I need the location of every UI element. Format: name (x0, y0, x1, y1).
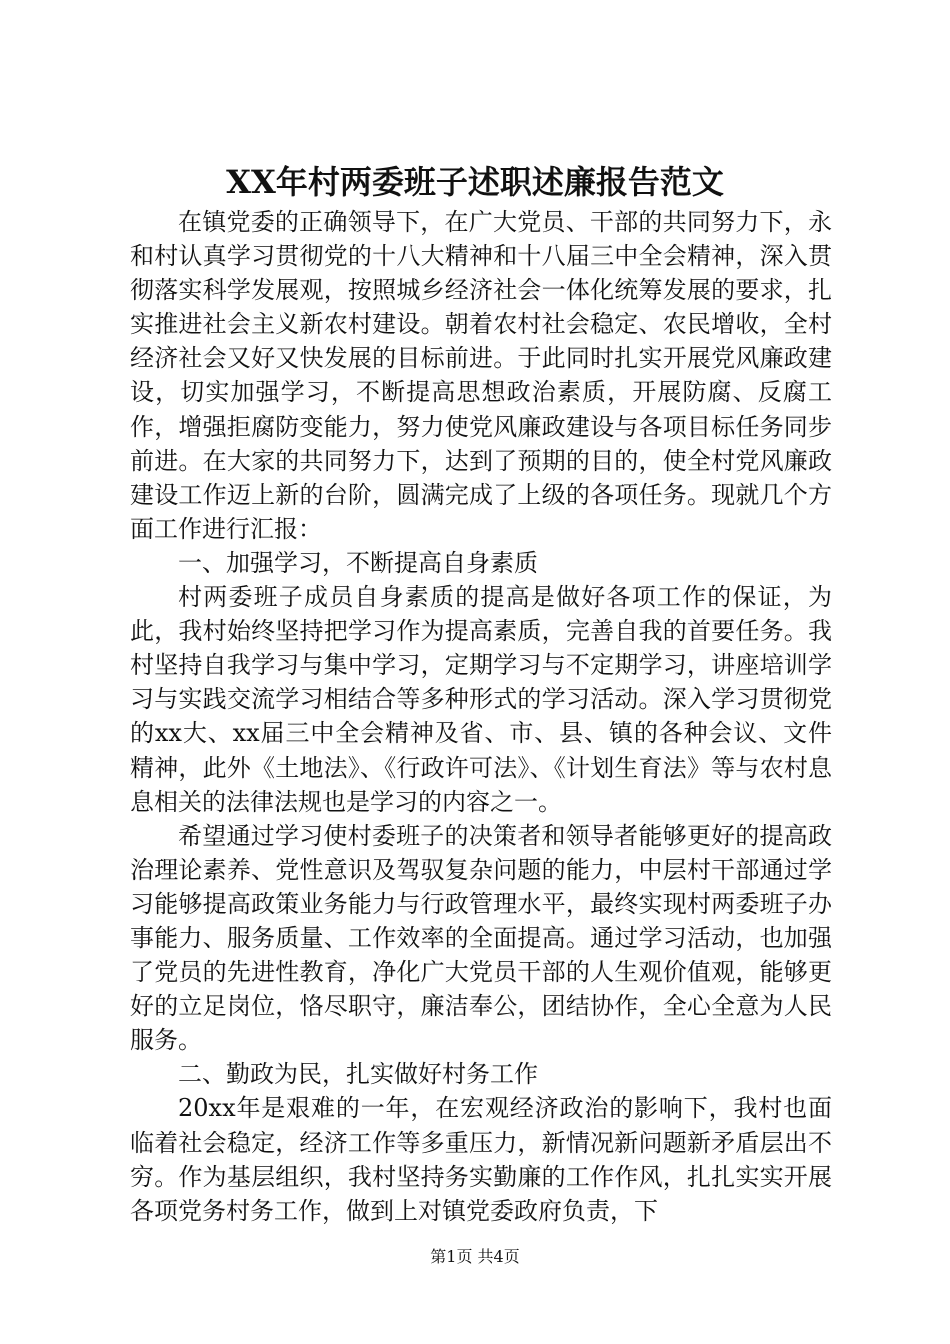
paragraph-study-2: 希望通过学习使村委班子的决策者和领导者能够更好的提高政治理论素养、党性意识及驾驭复杂问题的能力，中层村干部通过学习能够提高政策业务能力与行政管理水平，最终实现村两委班子办事能力、服务质量、工作效率的全面提高。通过学习活动，也加强了党员的先进性教育，净化广大党员干部的人生观价值观，能够更好的立足岗位，恪尽职守，廉洁奉公，团结协作，全心全意为人民服务。 (130, 821, 832, 1055)
document-title: XX年村两委班子述职述廉报告范文 (226, 163, 724, 201)
section-heading-1: 一、加强学习，不断提高自身素质 (178, 548, 538, 577)
paragraph-intro: 在镇党委的正确领导下，在广大党员、干部的共同努力下，永和村认真学习贯彻党的十八大精神和十八届三中全会精神，深入贯彻落实科学发展观，按照城乡经济社会一体化统筹发展的要求，扎实推进社会主义新农村建设。朝着农村社会稳定、农民增收，全村经济社会又好又快发展的目标前进。于此同时扎实开展党风廉政建设，切实加强学习，不断提高思想政治素质，开展防腐、反腐工作，增强拒腐防变能力，努力使党风廉政建设与各项目标任务同步前进。在大家的共同努力下，达到了预期的目的，使全村党风廉政建设工作迈上新的台阶，圆满完成了上级的各项任务。现就几个方面工作进行汇报： (130, 208, 832, 543)
section-heading-2: 二、勤政为民，扎实做好村务工作 (178, 1060, 538, 1089)
page-footer: 第1页 共4页 (430, 1247, 520, 1266)
document-body (130, 205, 832, 1228)
paragraph-work: 20xx年是艰难的一年，在宏观经济政治的影响下，我村也面临着社会稳定，经济工作等多重压力，新情况新问题新矛盾层出不穷。作为基层组织，我村坚持务实勤廉的工作作风，扎扎实实开展各项党务村务工作，做到上对镇党委政府负责，下 (130, 1094, 832, 1225)
paragraph-study-1: 村两委班子成员自身素质的提高是做好各项工作的保证，为此，我村始终坚持把学习作为提高素质，完善自我的首要任务。我村坚持自我学习与集中学习，定期学习与不定期学习，讲座培训学习与实践交流学习相结合等多种形式的学习活动。深入学习贯彻党的xx大、xx届三中全会精神及省、市、县、镇的各种会议、文件精神，此外《土地法》、《行政许可法》、《计划生育法》等与农村息息相关的法律法规也是学习的内容之一。 (130, 583, 832, 816)
